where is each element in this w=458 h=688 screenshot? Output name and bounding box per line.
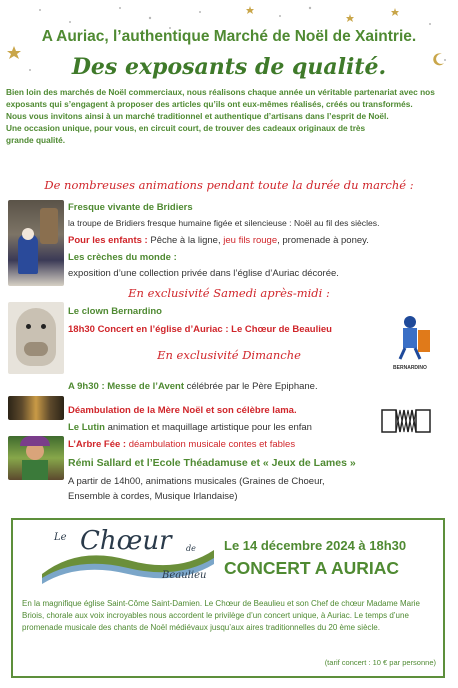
kids-text-end: , promenade à poney. — [277, 235, 369, 246]
clown-title: Le clown Bernardino — [68, 306, 162, 317]
concert-price: (tarif concert : 10 € par personne) — [324, 658, 436, 667]
fresque-text: la troupe de Bridiers fresque humaine figée et silencieuse : Noël au fil des siècles. — [68, 218, 380, 228]
logo-de: de — [186, 544, 196, 553]
creches-title: Les crèches du monde : — [68, 252, 177, 263]
intro-paragraph: Bien loin des marchés de Noël commerciaux, nous réalisons chaque année un véritable partenariat avec nos exposants qui s’engagent à proposer des articles qu’ils ont eux-mêmes réalisés, créés ou transformés. — [6, 87, 435, 109]
intro-text — [6, 86, 454, 146]
lama-photo — [8, 302, 64, 374]
accordion-icon — [380, 402, 432, 440]
concert-headline: CONCERT A AURIAC — [224, 558, 399, 578]
saturday-concert: 18h30 Concert en l’église d’Auriac : Le Chœur de Beaulieu — [68, 324, 332, 335]
saturday-heading: En exclusivité Samedi après-midi : — [128, 286, 330, 300]
mass-text: célébrée par le Père Epiphane. — [186, 381, 318, 392]
page-title: A Auriac, l’authentique Marché de Noël de Xaintrie. — [41, 28, 417, 45]
kids-line — [68, 235, 369, 246]
animations-heading: De nombreuses animations pendant toute la durée du marché : — [44, 178, 414, 192]
mass-time: A 9h30 : — [68, 381, 105, 392]
creches-text: exposition d’une collection privée dans l’église d’Auriac décorée. — [68, 268, 339, 279]
parade-text: Déambulation de la Mère Noël et son célèbre lama. — [68, 405, 297, 416]
fresque-title: Fresque vivante de Bridiers — [68, 202, 193, 213]
kids-label: Pour les enfants : — [68, 235, 148, 246]
page-subtitle: Des exposants de qualité. — [71, 54, 387, 80]
lutin-line — [68, 422, 312, 433]
clown-badge-label: BERNARDINO — [393, 365, 427, 371]
kids-text: Pêche à la ligne, — [150, 235, 221, 246]
mass-line — [68, 381, 318, 392]
concert-date: Le 14 décembre 2024 à 18h30 — [224, 538, 407, 553]
intro-paragraph: Une occasion unique, pour vous, en circuit court, de trouver des cadeaux originaux de très grande qualité. — [6, 123, 366, 145]
fresque-photo — [8, 200, 64, 286]
arbre-line — [68, 439, 295, 450]
choeur-logo — [38, 526, 218, 588]
arbre-text: déambulation musicale contes et fables — [128, 439, 296, 450]
lutin-text: animation et maquillage artistique pour les enfan — [107, 422, 312, 433]
mass-title: Messe de l’Avent — [107, 381, 184, 392]
remi-text: A partir de 14h00, animations musicales (Graines de Choeur, — [68, 476, 325, 487]
logo-place: Beaulieu — [162, 570, 207, 581]
concert-description: En la magnifique église Saint-Côme Saint-Damien. Le Chœur de Beaulieu et son Chef de chœur Madame Marie Briois, chorale aux voix incroyables nous accordent le privilège d’un concert unique, à Auriac. Le temps d’une promenade musicale des chants de Noël médiévaux jusqu’aux aires traditionnelles du 20 ème siècle. — [22, 599, 420, 632]
intro-paragraph: Nous vous invitons ainsi à un marché traditionnel et authentique d’artisans dans l’esprit de Noël. — [6, 111, 389, 121]
fairy-photo — [8, 436, 64, 480]
remi-title: Rémi Sallard et l’Ecole Théadamuse et « Jeux de Lames » — [68, 457, 356, 469]
arbre-title: L’Arbre Fée : — [68, 439, 127, 450]
remi-text: Ensemble à cordes, Musique Irlandaise) — [68, 491, 238, 502]
church-photo — [8, 396, 64, 420]
kids-highlight: jeu fils rouge — [223, 235, 278, 246]
logo-le: Le — [54, 532, 67, 543]
sunday-heading: En exclusivité Dimanche — [157, 348, 301, 362]
lutin-title: Le Lutin — [68, 422, 105, 433]
logo-main: Chœur — [80, 526, 172, 556]
